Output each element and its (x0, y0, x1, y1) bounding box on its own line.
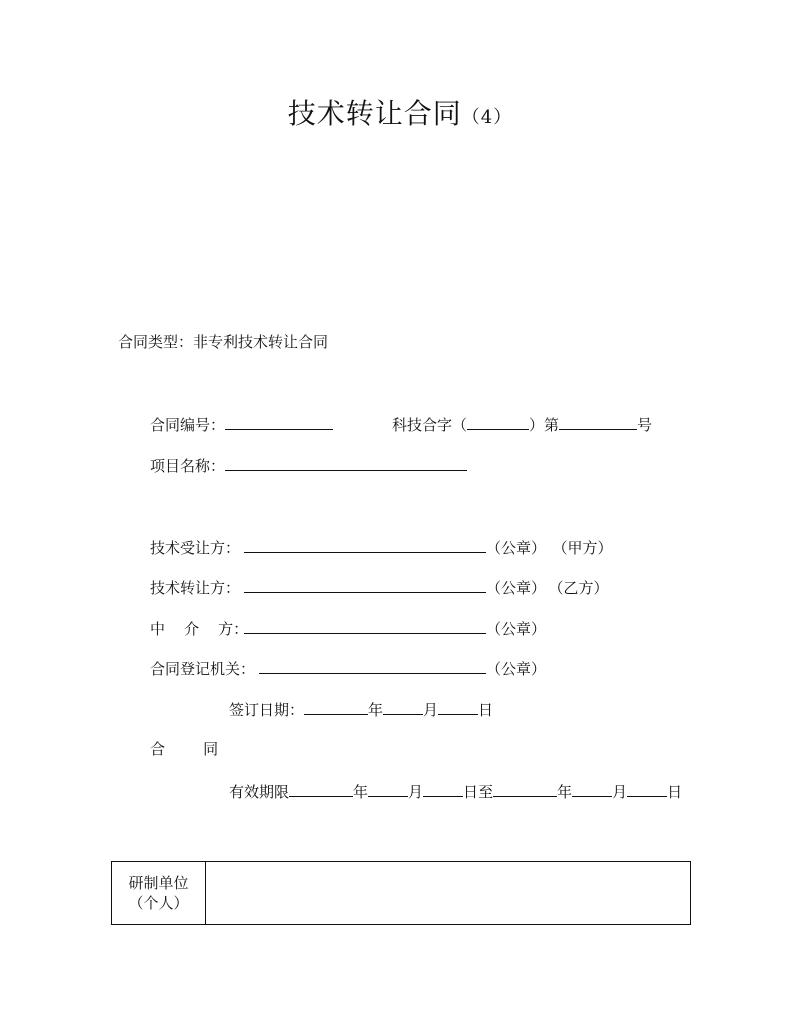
research-unit-label-cell (112, 862, 206, 925)
party-seal: （公章） (486, 579, 547, 597)
validity-year-unit: 年 (353, 783, 369, 801)
party-role: （乙方） (556, 579, 609, 597)
research-unit-label-line2: （个人） (128, 894, 189, 912)
party-row-intermediary (150, 617, 546, 639)
party-label: 技术受让方： (150, 539, 241, 557)
signing-date-row (229, 698, 493, 720)
signing-day-field[interactable] (438, 698, 478, 715)
project-name-label: 项目名称： (150, 457, 226, 475)
party-field[interactable] (244, 617, 486, 634)
contract-number-field[interactable] (225, 413, 333, 430)
validity-month2-unit: 月 (612, 783, 628, 801)
kj-number-row (392, 413, 652, 435)
validity-month-unit: 月 (408, 783, 424, 801)
party-label: 技术转让方： (150, 579, 241, 597)
party-label: 中 介 方： (150, 620, 249, 638)
party-role: （甲方） (560, 539, 613, 557)
party-seal: （公章） (486, 620, 547, 638)
validity-year2-unit: 年 (557, 783, 573, 801)
validity-row (229, 780, 682, 802)
kj-suffix: 号 (637, 416, 653, 434)
validity-end-year-field[interactable] (493, 780, 557, 797)
validity-start-month-field[interactable] (368, 780, 408, 797)
contract-number-row (150, 413, 333, 435)
validity-day2-unit: 日 (667, 783, 683, 801)
kj-serial-field[interactable] (559, 413, 637, 430)
signing-day-unit: 日 (478, 701, 494, 719)
validity-day-unit: 日 (463, 783, 479, 801)
contract-type-value: 非专利技术转让合同 (193, 333, 329, 351)
party-row-transferor (150, 576, 609, 598)
party-row-registration (150, 657, 546, 679)
signing-date-label: 签订日期： (229, 701, 305, 719)
kj-year-field[interactable] (467, 413, 529, 430)
research-unit-value-cell[interactable] (206, 862, 691, 925)
document-title (0, 92, 800, 132)
validity-start-day-field[interactable] (423, 780, 463, 797)
party-label: 合同登记机关： (150, 660, 256, 678)
project-name-row (150, 454, 467, 476)
research-unit-table (111, 861, 691, 925)
validity-to: 至 (478, 783, 494, 801)
contract-type-label: 合同类型： (118, 333, 194, 351)
signing-year-field[interactable] (304, 698, 368, 715)
project-name-field[interactable] (225, 454, 467, 471)
table-row (112, 862, 691, 925)
validity-label: 有效期限 (229, 783, 290, 801)
party-field[interactable] (244, 536, 486, 553)
party-field[interactable] (259, 657, 486, 674)
party-seal: （公章） (486, 539, 547, 557)
party-field[interactable] (244, 576, 486, 593)
signing-month-unit: 月 (423, 701, 439, 719)
signing-year-unit: 年 (368, 701, 384, 719)
title-main: 技术转让合同 (287, 97, 462, 130)
contract-number-label: 合同编号： (150, 416, 226, 434)
kj-middle: ）第 (529, 416, 560, 434)
contract-label: 合 同 (150, 740, 219, 758)
research-unit-label-line1: 研制单位 (128, 874, 189, 892)
party-row-transferee (150, 536, 613, 558)
contract-type-row (118, 332, 328, 352)
validity-start-year-field[interactable] (289, 780, 353, 797)
validity-end-month-field[interactable] (572, 780, 612, 797)
validity-end-day-field[interactable] (627, 780, 667, 797)
party-seal: （公章） (486, 660, 547, 678)
kj-prefix: 科技合字（ (392, 416, 468, 434)
title-suffix: （4） (461, 107, 513, 128)
signing-month-field[interactable] (383, 698, 423, 715)
